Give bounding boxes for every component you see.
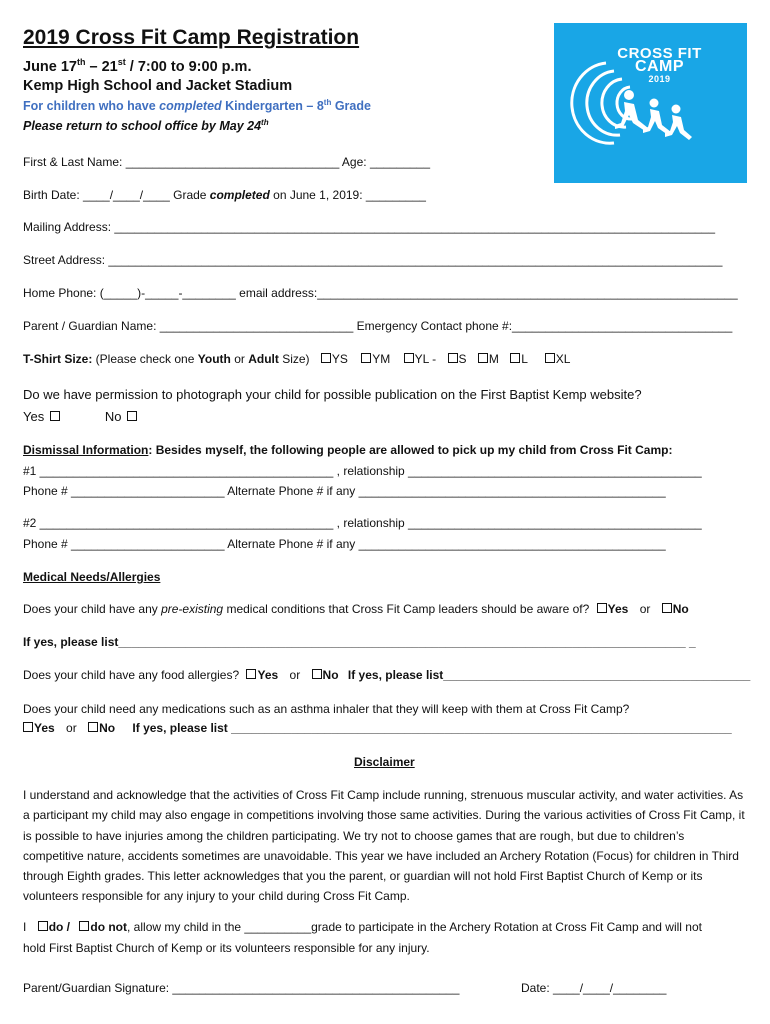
photo-yes-checkbox[interactable] xyxy=(50,411,60,421)
food-allergy-question: Does your child have any food allergies? Yes or No If yes, please list______________________________________________ xyxy=(23,668,751,682)
dismissal-heading: Dismissal Information: Besides myself, the following people are allowed to pick up my child from Cross Fit Camp: xyxy=(23,443,673,457)
allergy-yes-checkbox[interactable] xyxy=(246,669,256,679)
camp-dates: June 17th – 21st / 7:00 to 9:00 p.m. xyxy=(23,57,252,75)
checkbox-m[interactable] xyxy=(478,353,488,363)
return-note: Please return to school office by May 24th xyxy=(23,118,269,134)
medication-no-checkbox[interactable] xyxy=(88,722,98,732)
checkbox-s[interactable] xyxy=(448,353,458,363)
page-title: 2019 Cross Fit Camp Registration xyxy=(23,26,360,49)
disclaimer-heading: Disclaimer xyxy=(354,755,415,769)
mailing-address-field[interactable]: Mailing Address: __________________________________________________________________________________________ xyxy=(23,220,716,234)
photo-permission-question: Do we have permission to photograph your child for possible publication on the First Baptist Kemp website? xyxy=(23,387,642,402)
medication-list-field[interactable]: If yes, please list ___________________________________________________________________________ xyxy=(132,721,732,735)
medication-yes-checkbox[interactable] xyxy=(23,722,33,732)
pickup-person-2-field[interactable]: #2 ____________________________________________ , relationship ____________________________________________ xyxy=(23,516,702,530)
checkbox-l[interactable] xyxy=(510,353,520,363)
checkbox-yl[interactable] xyxy=(404,353,414,363)
birth-grade-field[interactable]: Birth Date: ____/____/____ Grade completed on June 1, 2019: _________ xyxy=(23,188,426,202)
medical-list-field[interactable]: If yes, please list_____________________________________________________________________________________ _ xyxy=(23,635,696,649)
date-field[interactable]: Date: ____/____/________ xyxy=(521,981,667,995)
medical-heading: Medical Needs/Allergies xyxy=(23,570,161,584)
pickup-person-1-field[interactable]: #1 ____________________________________________ , relationship ____________________________________________ xyxy=(23,464,702,478)
name-age-field[interactable]: First & Last Name: ________________________________ Age: _________ xyxy=(23,155,431,169)
camp-location: Kemp High School and Jacket Stadium xyxy=(23,78,293,94)
medical-condition-question: Does your child have any pre-existing medical conditions that Cross Fit Camp leaders should be aware of? Yes or No xyxy=(23,602,689,616)
tshirt-size-row: T-Shirt Size: (Please check one Youth or Adult Size) YS YM YL - S M L XL xyxy=(23,352,571,366)
archery-consent-line2: hold First Baptist Church of Kemp or its volunteers responsible for any injury. xyxy=(23,941,430,955)
checkbox-ys[interactable] xyxy=(321,353,331,363)
camp-logo xyxy=(554,23,747,183)
archery-donot-checkbox[interactable] xyxy=(79,921,89,931)
photo-no-checkbox[interactable] xyxy=(127,411,137,421)
signature-field[interactable]: Parent/Guardian Signature: ___________________________________________ xyxy=(23,981,460,995)
pickup-phone-1-field[interactable]: Phone # _______________________ Alternate Phone # if any ______________________________________________ xyxy=(23,484,666,498)
allergy-list-field[interactable]: If yes, please list______________________________________________ xyxy=(347,668,751,682)
archery-consent: I do / do not, allow my child in the __________grade to participate in the Archery Rotation at Cross Fit Camp and will not xyxy=(23,920,702,934)
medical-yes-checkbox[interactable] xyxy=(597,603,607,613)
medical-no-checkbox[interactable] xyxy=(662,603,672,613)
archery-do-checkbox[interactable] xyxy=(38,921,48,931)
medication-question: Does your child need any medications such as an asthma inhaler that they will keep with them at Cross Fit Camp? xyxy=(23,702,630,716)
phone-email-field[interactable]: Home Phone: (_____)-_____-________ email address:_______________________________________________________________ xyxy=(23,286,738,300)
allergy-no-checkbox[interactable] xyxy=(312,669,322,679)
eligibility-note: For children who have completed Kindergarten – 8th Grade xyxy=(23,98,371,114)
logo-text: CROSS FIT CAMP 2019 xyxy=(617,45,702,84)
medication-options: Yes or No If yes, please list ___________________________________________________________________________ xyxy=(23,721,732,735)
parent-emergency-field[interactable]: Parent / Guardian Name: _____________________________ Emergency Contact phone #:_________________________________ xyxy=(23,319,733,333)
checkbox-ym[interactable] xyxy=(361,353,371,363)
checkbox-xl[interactable] xyxy=(545,353,555,363)
street-address-field[interactable]: Street Address: ____________________________________________________________________________________________ xyxy=(23,253,723,267)
photo-permission-options: Yes No xyxy=(23,409,138,424)
pickup-phone-2-field[interactable]: Phone # _______________________ Alternate Phone # if any ______________________________________________ xyxy=(23,537,666,551)
disclaimer-text: I understand and acknowledge that the activities of Cross Fit Camp include running, strenuous muscular activity, and water activities. As a participant my child may also engage in competitions involving those same activities. During the various activities of Cross Fit Camp, it is possible to have injuries among the children participating. We try not to choose games that are rough, but due to children’s competitive nature, accidents sometimes are unavoidable. This year we have included an Archery Rotation (Focus) for children in Third through Eighth grades. This letter acknowledges that you the parent, or guardian will not hold First Baptist Church of Kemp or its volunteers responsible for any injury to your child during Cross Fit Camp. xyxy=(23,788,745,904)
